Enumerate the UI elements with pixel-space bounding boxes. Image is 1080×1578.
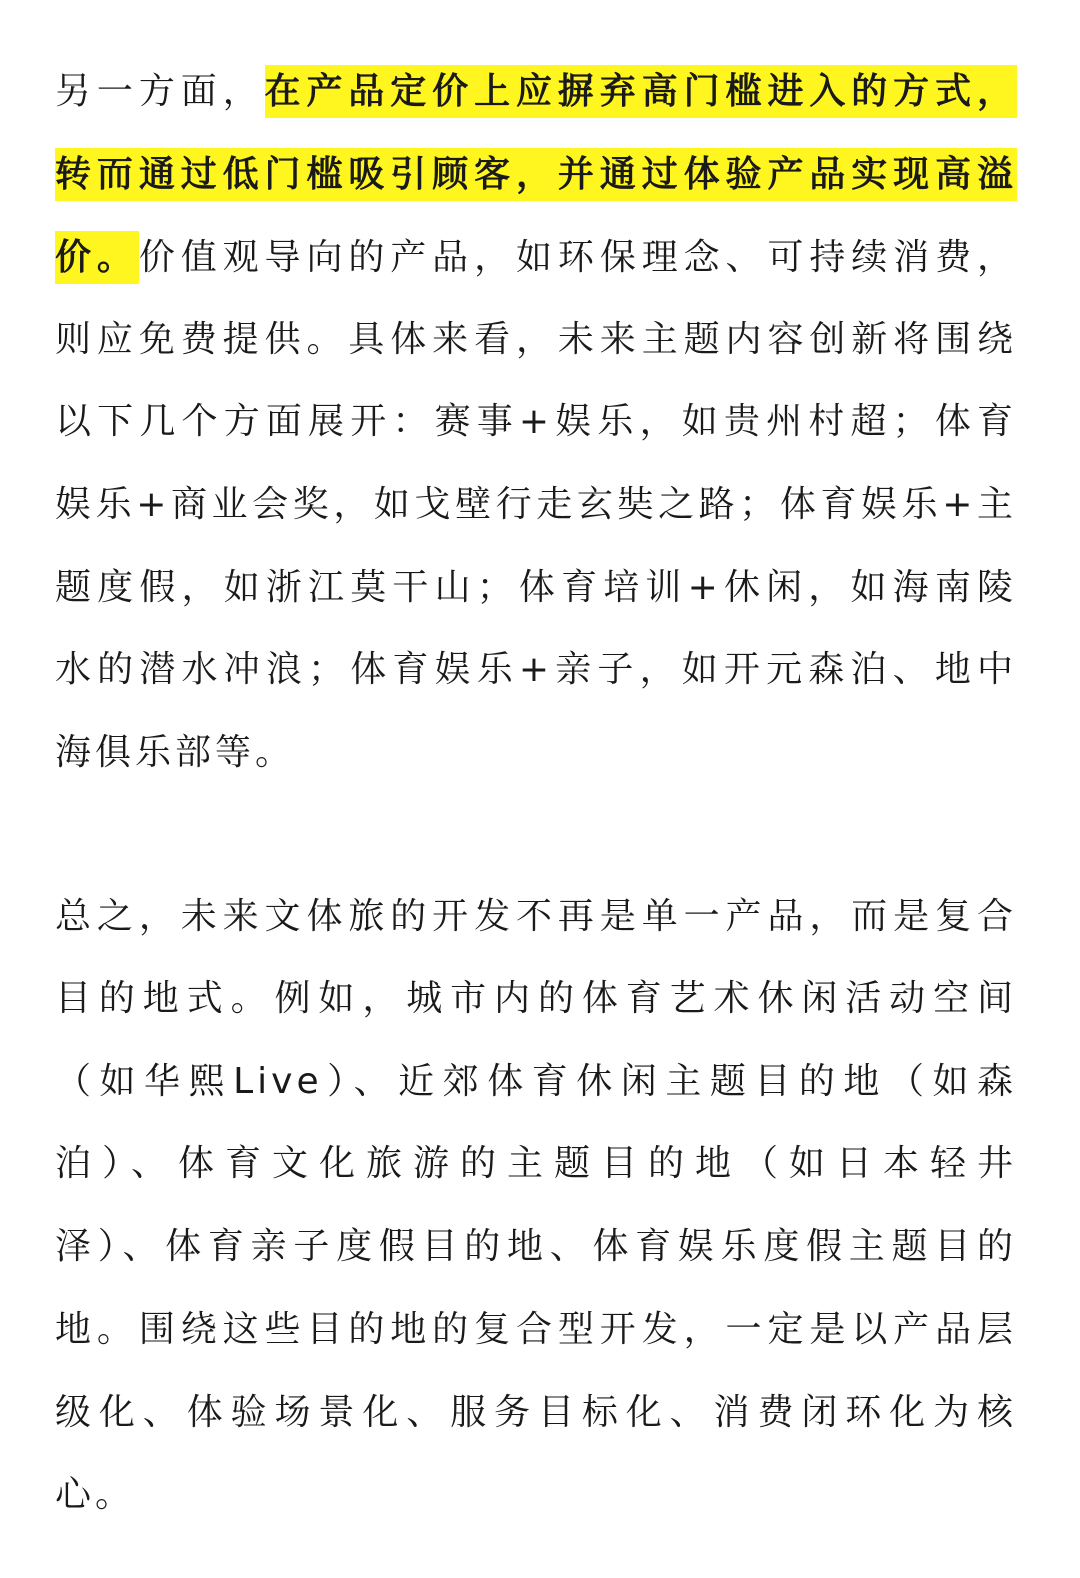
- p2-line-1: 总之，未来文体旅的开发不再是单一产品，而是复合: [55, 896, 1017, 937]
- p1-line-3-plain: 价值观导向的产品，如环保理念、可持续消费，: [138, 237, 1017, 278]
- p2-line-3: （如华熙Live）、近郊体育休闲主题目的地（如森: [55, 1061, 1017, 1102]
- p1-line-2: [55, 145, 1017, 205]
- p1-line-1-plain: 另一方面，: [55, 71, 265, 112]
- p1-line-9: 海俱乐部等。: [55, 732, 296, 773]
- p1-line-5: 以下几个方面展开：赛事+娱乐，如贵州村超；体育: [55, 401, 1017, 442]
- p2-line-8: 心。: [55, 1474, 136, 1515]
- p1-line-2-highlight: 转而通过低门槛吸引顾客，并通过体验产品实现高溢: [55, 148, 1017, 201]
- p1-line-4: 则应免费提供。具体来看，未来主题内容创新将围绕: [55, 319, 1017, 360]
- p1-line-1: [55, 62, 1017, 122]
- p1-line-6: 娱乐+商业会奖，如戈壁行走玄奘之路；体育娱乐+主: [55, 484, 1017, 525]
- p2-line-6: 地。围绕这些目的地的复合型开发，一定是以产品层: [55, 1309, 1017, 1350]
- p1-line-3: [55, 228, 1017, 288]
- p1-line-3-highlight: 价。: [55, 231, 139, 284]
- p2-line-7: 级化、体验场景化、服务目标化、消费闭环化为核: [55, 1392, 1017, 1433]
- p1-line-7: 题度假，如浙江莫干山；体育培训+休闲，如海南陵: [55, 567, 1017, 608]
- p2-line-5: 泽）、体育亲子度假目的地、体育娱乐度假主题目的: [55, 1226, 1017, 1267]
- p1-line-8: 水的潜水冲浪；体育娱乐+亲子，如开元森泊、地中: [55, 649, 1017, 690]
- p1-line-1-highlight: 在产品定价上应摒弃高门槛进入的方式，: [265, 65, 1017, 118]
- p2-line-2: 目的地式。例如，城市内的体育艺术休闲活动空间: [55, 978, 1017, 1019]
- p2-line-4: 泊）、体育文化旅游的主题目的地（如日本轻井: [55, 1143, 1017, 1184]
